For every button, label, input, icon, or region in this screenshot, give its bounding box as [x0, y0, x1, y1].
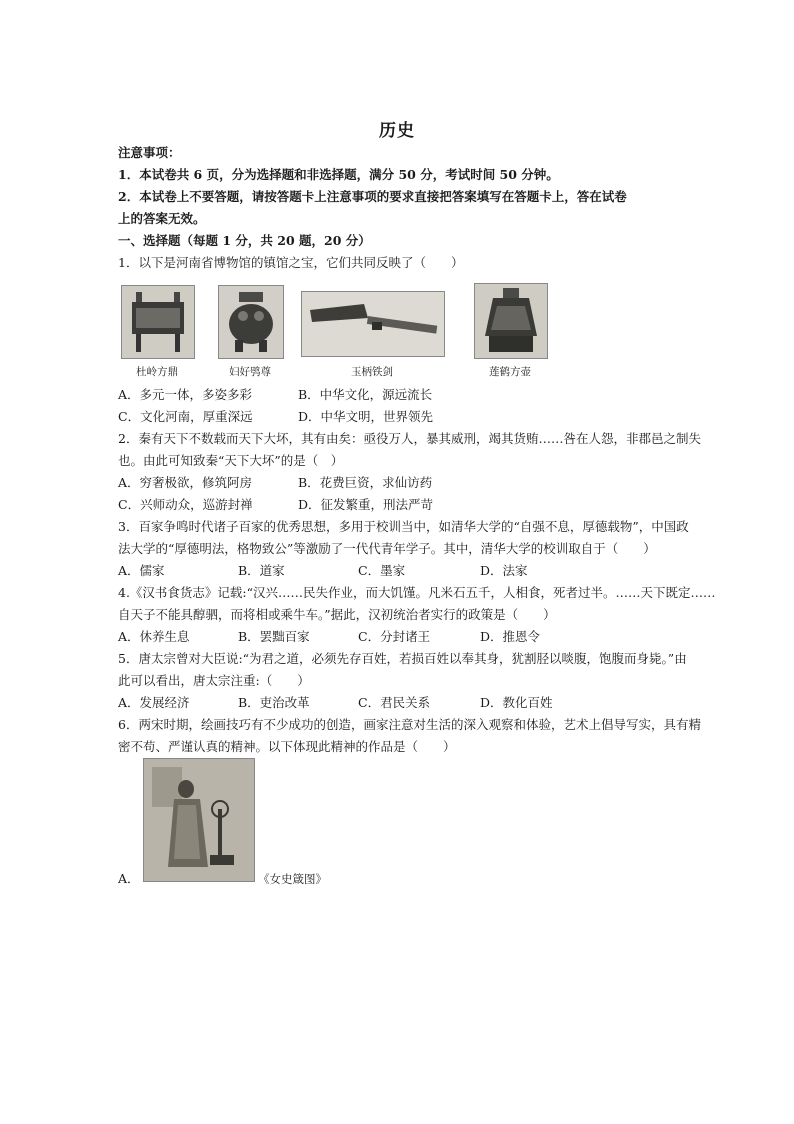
- q1-stem: 1．以下是河南省博物馆的镇馆之宝，它们共同反映了（ ）: [118, 255, 464, 270]
- q2-line-1: 2．秦有天下不数载而天下大坏，其有由矣：亟役万人，暴其威刑，竭其货贿……咎在人怨，非郡邑之制失: [118, 431, 701, 446]
- q3-options: [118, 560, 684, 582]
- q5-option-a: A．发展经济: [118, 695, 190, 710]
- q2-option-d: D．征发繁重，刑法严苛: [298, 497, 434, 512]
- q5-line-1: 5．唐太宗曾对大臣说:“为君之道，必须先存百姓，若损百姓以奉其身，犹割胫以啖腹，饱腹而身毙。”由: [118, 651, 687, 666]
- q1-caption-1: 杜岭方鼎: [136, 366, 178, 378]
- q6-painting-image: [143, 758, 255, 882]
- painting-icon: [144, 759, 254, 881]
- q1-option-b: B．中华文化，源远流长: [298, 387, 433, 402]
- q1-caption-4: 莲鹤方壶: [489, 366, 531, 378]
- q4-option-d: D．推恩令: [480, 629, 541, 644]
- bronze-hu-icon: [475, 284, 547, 358]
- q4-option-b: B．罢黜百家: [238, 629, 310, 644]
- q3-line-1: 3．百家争鸣时代诸子百家的优秀思想，多用于校训当中，如清华大学的“自强不息，厚德载物”，中国政: [118, 519, 689, 534]
- q2-line-2: 也。由此可知致秦“天下大坏”的是（ ）: [118, 453, 344, 468]
- q2-options-row-1: [118, 472, 684, 494]
- q1-options-row-2: [118, 406, 684, 428]
- q1-caption-2: 妇好鸮尊: [229, 366, 271, 378]
- q2-option-c: C．兴师动众，巡游封禅: [118, 497, 253, 512]
- q1-image-fuhao-xiaozun: [218, 285, 284, 359]
- q5-option-d: D．教化百姓: [480, 695, 553, 710]
- owl-vessel-icon: [219, 286, 283, 358]
- q2-option-b: B．花费巨资，求仙访药: [298, 475, 433, 490]
- q1-image-lianhe-fanghu: [474, 283, 548, 359]
- q1-image-jade-iron-sword: [301, 291, 445, 357]
- q5-option-b: B．吏治改革: [238, 695, 310, 710]
- q5-line-2: 此可以看出，唐太宗注重:（ ）: [118, 673, 310, 688]
- q6-option-a-letter: A．: [118, 871, 140, 886]
- q2-options-row-2: [118, 494, 684, 516]
- q1-options-row-1: [118, 384, 684, 406]
- q3-line-2: 法大学的“厚德明法，格物致公”等激励了一代代青年学子。其中，清华大学的校训取自于（ ）: [118, 541, 656, 556]
- q5-options: [118, 692, 684, 714]
- sword-icon: [302, 292, 444, 356]
- q1-image-duling-ding: [121, 285, 195, 359]
- q1-caption-3: 玉柄铁剑: [351, 366, 393, 378]
- q2-option-a: A．穷奢极欲，修筑阿房: [118, 475, 253, 490]
- notes-item-2-line-1: 2．本试卷上不要答题，请按答题卡上注意事项的要求直接把答案填写在答题卡上，答在试卷: [118, 189, 627, 204]
- q5-option-c: C．君民关系: [358, 695, 431, 710]
- q6-option-a-caption: 《女史箴图》: [258, 872, 327, 886]
- page-title: 历史: [379, 121, 415, 141]
- notes-heading: 注意事项：: [118, 145, 181, 160]
- q6-line-1: 6．两宋时期，绘画技巧有不少成功的创造，画家注意对生活的深入观察和体验，艺术上倡导写实，具有精: [118, 717, 701, 732]
- q4-options: [118, 626, 684, 648]
- q3-option-d: D．法家: [480, 563, 528, 578]
- section-heading: 一、选择题（每题 1 分，共 20 题，20 分）: [118, 233, 371, 248]
- q3-option-b: B．道家: [238, 563, 285, 578]
- q1-option-a: A．多元一体，多姿多彩: [118, 387, 253, 402]
- q1-option-c: C．文化河南，厚重深远: [118, 409, 253, 424]
- notes-item-1: 1．本试卷共 6 页，分为选择题和非选择题，满分 50 分，考试时间 50 分钟。: [118, 167, 559, 182]
- q6-line-2: 密不苟、严谨认真的精神。以下体现此精神的作品是（ ）: [118, 739, 456, 754]
- q4-line-1: 4.《汉书食货志》记载:“汉兴……民失作业，而大饥馑。凡米石五千，人相食，死者过半。……天下既定……: [118, 585, 716, 600]
- notes-item-2-line-2: 上的答案无效。: [118, 211, 206, 226]
- q3-option-c: C．墨家: [358, 563, 406, 578]
- bronze-ding-icon: [122, 286, 194, 358]
- q4-option-a: A．休养生息: [118, 629, 190, 644]
- q1-option-d: D．中华文明，世界领先: [298, 409, 434, 424]
- q3-option-a: A．儒家: [118, 563, 165, 578]
- q4-line-2: 自天子不能具醇驷，而将相或乘牛车。”据此，汉初统治者实行的政策是（ ）: [118, 607, 556, 622]
- q4-option-c: C．分封诸王: [358, 629, 431, 644]
